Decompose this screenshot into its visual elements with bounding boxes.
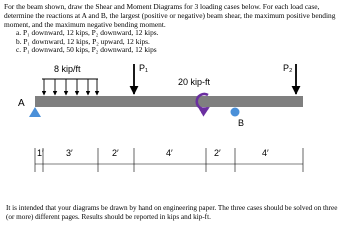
dimension-label: 2′: [112, 148, 119, 158]
support-b-label: B: [238, 118, 245, 128]
load-case-text: P₁ downward, 50 kips, P₂ downward, 12 kips: [23, 45, 157, 55]
dimension-label: 4′: [166, 148, 173, 158]
beam: [35, 96, 303, 107]
instructions-note: It is intended that your diagrams be drawn by hand on engineering paper. The three cases should be solved on three (or more) different pages. Results should be reported in kips and kip-ft.: [6, 204, 338, 221]
problem-statement: For the beam shown, draw the Shear and Moment Diagrams for 3 loading cases below. For each load case, determine the reactions at A and B, the largest (positive or negative) beam shear, the maximum positive bending moment, and the maximum negative bending moment.: [4, 2, 336, 29]
distributed-load: [42, 79, 98, 95]
moment-label: 20 kip-ft: [178, 77, 211, 87]
distributed-load-label: 8 kip/ft: [54, 64, 81, 74]
support-a-label: A: [18, 98, 25, 109]
p1-label: P₁: [139, 63, 149, 73]
dimension-label: 4′: [262, 148, 269, 158]
load-case-letter: a.: [16, 28, 22, 37]
support-a: [29, 107, 41, 117]
dimension-label: 3′: [66, 148, 73, 158]
load-case-text: P₁ downward, 12 kips, P₂ upward, 12 kips.: [23, 36, 150, 46]
load-case-letter: c.: [16, 45, 22, 55]
load-case-text: P₁ downward, 12 kips, P₂ downward, 12 kips.: [23, 28, 159, 37]
p2-label: P₂: [283, 63, 293, 73]
load-case-letter: b.: [16, 36, 22, 46]
dimension-label: 1′: [37, 148, 44, 158]
dimension-label: 2′: [214, 148, 221, 158]
support-b: [231, 108, 240, 117]
